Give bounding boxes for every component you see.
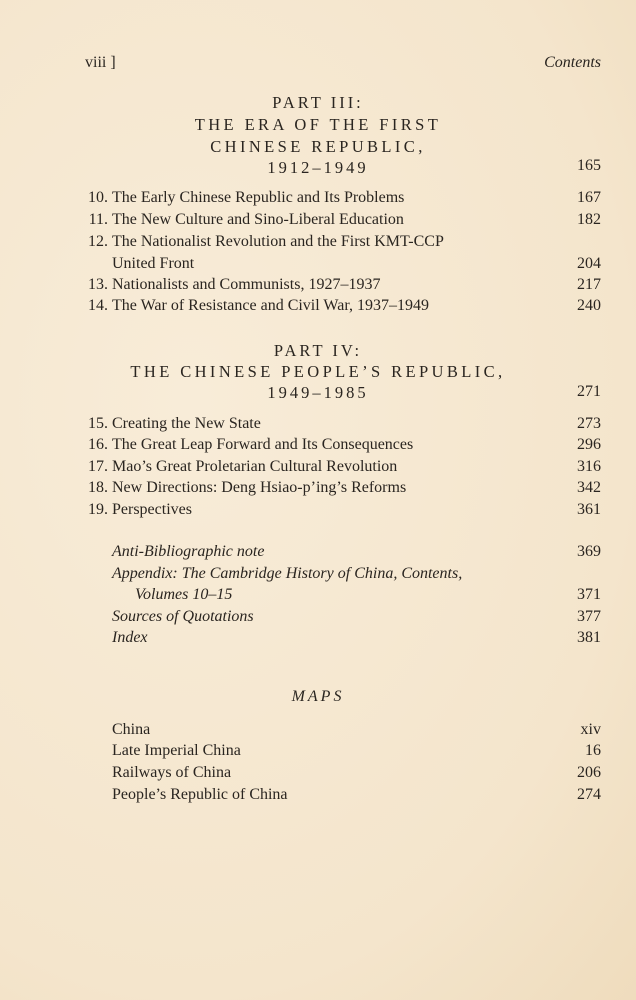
map-entry xyxy=(0,721,636,743)
toc-entry xyxy=(0,458,636,480)
chapter-page: 316 xyxy=(577,458,601,475)
chapter-number: 10. xyxy=(88,189,108,206)
chapter-number: 11. xyxy=(88,211,108,228)
chapter-page: 240 xyxy=(577,297,601,314)
toc-entry xyxy=(0,415,636,437)
part3-heading-line-3: CHINESE REPUBLIC, xyxy=(210,137,426,156)
map-page: 206 xyxy=(577,764,601,781)
part4-heading-line-2: THE CHINESE PEOPLE’S REPUBLIC, xyxy=(130,362,506,381)
part4-heading-years: 1949–1985 xyxy=(267,383,369,402)
backmatter-page: 371 xyxy=(577,586,601,603)
chapter-page: 182 xyxy=(577,211,601,228)
toc-entry xyxy=(0,276,636,298)
chapter-number: 16. xyxy=(88,436,108,453)
backmatter-entry xyxy=(0,608,636,630)
chapter-number: 12. xyxy=(88,233,108,250)
chapter-title: Mao’s Great Proletarian Cultural Revolution xyxy=(112,458,398,475)
part3-heading-line-1: PART III: xyxy=(272,93,364,112)
backmatter-title: Index xyxy=(112,629,148,646)
chapter-number: 19. xyxy=(88,501,108,518)
toc-entry xyxy=(0,436,636,458)
toc-entry xyxy=(0,211,636,233)
backmatter-entry xyxy=(0,565,636,587)
chapter-number: 15. xyxy=(88,415,108,432)
backmatter-entry xyxy=(0,543,636,565)
map-entry xyxy=(0,742,636,764)
backmatter-page: 377 xyxy=(577,608,601,625)
chapter-page: 204 xyxy=(577,255,601,272)
part3-heading-line-2: THE ERA OF THE FIRST xyxy=(194,115,442,134)
chapter-title: New Directions: Deng Hsiao-p’ing’s Reforms xyxy=(112,479,407,496)
chapter-title: The War of Resistance and Civil War, 1937–1949 xyxy=(112,297,430,314)
map-title: China xyxy=(112,721,151,738)
chapter-title: The Early Chinese Republic and Its Problems xyxy=(112,189,405,206)
map-entry xyxy=(0,786,636,808)
part3-page: 165 xyxy=(577,157,601,174)
backmatter-entry xyxy=(0,629,636,651)
part3-heading-years: 1912–1949 xyxy=(267,158,369,177)
backmatter-page: 369 xyxy=(577,543,601,560)
chapter-title: The Great Leap Forward and Its Consequences xyxy=(112,436,414,453)
map-title: Late Imperial China xyxy=(112,742,241,759)
toc-entry xyxy=(0,297,636,319)
chapter-page: 342 xyxy=(577,479,601,496)
chapter-page: 361 xyxy=(577,501,601,518)
map-page: 16 xyxy=(585,742,601,759)
chapter-title: Nationalists and Communists, 1927–1937 xyxy=(112,276,381,293)
map-title: Railways of China xyxy=(112,764,232,781)
backmatter-page: 381 xyxy=(577,629,601,646)
backmatter-title: Appendix: The Cambridge History of China, Contents, xyxy=(112,565,463,582)
part4-page: 271 xyxy=(577,383,601,400)
backmatter-title: Volumes 10–15 xyxy=(135,586,233,603)
maps-heading: MAPS xyxy=(291,688,345,705)
backmatter-entry-continuation xyxy=(0,586,636,608)
running-title: Contents xyxy=(544,54,601,71)
chapter-number: 17. xyxy=(88,458,108,475)
map-page: 274 xyxy=(577,786,601,803)
map-title: People’s Republic of China xyxy=(112,786,288,803)
toc-entry-continuation xyxy=(0,255,636,277)
chapter-number: 14. xyxy=(88,297,108,314)
backmatter-title: Sources of Quotations xyxy=(112,608,254,625)
chapter-title: United Front xyxy=(112,255,195,272)
toc-entry xyxy=(0,233,636,255)
chapter-page: 167 xyxy=(577,189,601,206)
chapter-title: The New Culture and Sino-Liberal Education xyxy=(112,211,404,228)
chapter-title: Perspectives xyxy=(112,501,192,518)
toc-entry xyxy=(0,189,636,211)
chapter-page: 217 xyxy=(577,276,601,293)
map-entry xyxy=(0,764,636,786)
chapter-title: Creating the New State xyxy=(112,415,261,432)
chapter-title: The Nationalist Revolution and the First KMT-CCP xyxy=(112,233,444,250)
chapter-number: 18. xyxy=(88,479,108,496)
chapter-page: 273 xyxy=(577,415,601,432)
map-page: xiv xyxy=(580,721,601,738)
chapter-page: 296 xyxy=(577,436,601,453)
part4-heading-line-1: PART IV: xyxy=(273,341,363,360)
page-number-header: viii ] xyxy=(85,54,116,71)
toc-entry xyxy=(0,501,636,523)
toc-entry xyxy=(0,479,636,501)
chapter-number: 13. xyxy=(88,276,108,293)
backmatter-title: Anti-Bibliographic note xyxy=(112,543,265,560)
